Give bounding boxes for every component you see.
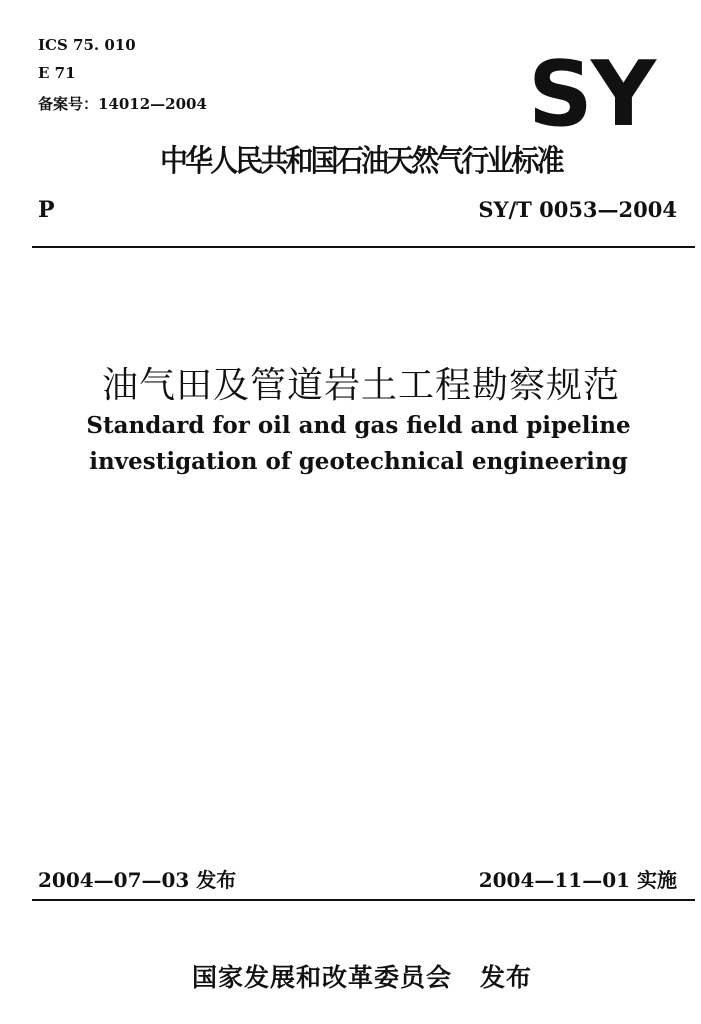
category-code: E 71 [38,64,76,82]
publisher-name: 国家发展和改革委员会 [192,963,453,992]
title-english-line-1: Standard for oil and gas field and pipeline [86,412,631,439]
implementation-date: 2004—11—01 实施 [478,868,677,892]
top-divider [32,246,695,248]
standard-number: SY/T 0053—2004 [478,197,677,222]
industry-standard-heading: 中华人民共和国石油天然气行业标准 [160,144,562,179]
ics-code: ICS 75. 010 [38,36,136,54]
issue-date: 2004—07—03 发布 [38,868,237,892]
record-number: 备案号：14012—2004 [38,95,207,113]
publisher-action: 发布 [480,963,533,992]
publisher-line [192,958,532,994]
sy-logo: SY [528,42,654,147]
bottom-divider [32,899,695,901]
title-chinese: 油气田及管道岩土工程勘察规范 [102,365,621,406]
title-english-line-2: investigation of geotechnical engineering [89,448,628,475]
classification-letter: P [38,197,55,223]
